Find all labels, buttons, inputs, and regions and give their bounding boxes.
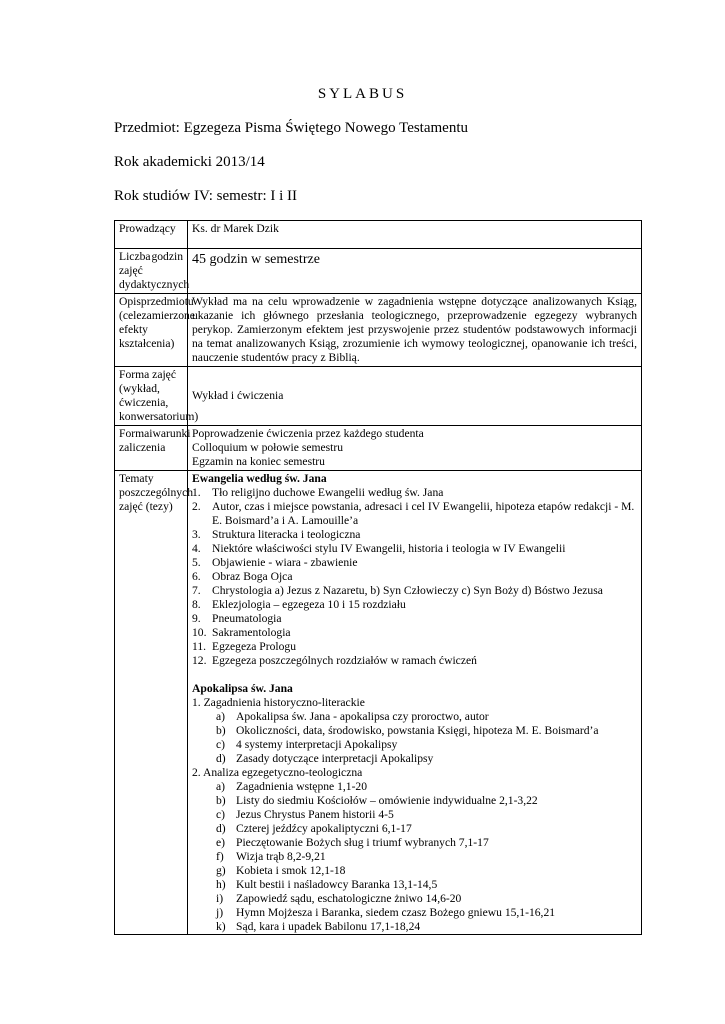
row-hours: [115, 249, 642, 294]
assessment-label: [115, 426, 191, 471]
list-item: [192, 808, 637, 822]
list-item-text: Chrystologia a) Jezus z Nazaretu, b) Syn Człowieczy c) Syn Boży d) Bóstwo Jezusa: [212, 584, 603, 597]
list-item: [192, 878, 637, 892]
apocalypse-part-1-list: [192, 710, 637, 766]
list-item-text: Zapowiedź sądu, eschatologiczne żniwo 14,6-20: [236, 892, 462, 905]
list-item-number: 9.: [192, 612, 201, 625]
list-item-text: Sakramentologia: [212, 626, 291, 639]
form-value-text: Wykład i ćwiczenia: [192, 389, 284, 402]
list-item: [192, 892, 637, 906]
desc-label-w5: efekty kształcenia): [119, 323, 175, 350]
list-item-text: Niektóre właściwości stylu IV Ewangelii, historia i teologia w IV Ewangelii: [212, 542, 566, 555]
list-item: [192, 836, 637, 850]
list-item-text: Objawienie - wiara - zbawienie: [212, 556, 358, 569]
hours-label-word-1: Liczba: [119, 250, 151, 263]
syllabus-table: [114, 220, 642, 935]
list-item-letter: a): [216, 710, 226, 723]
list-item: [192, 612, 637, 626]
list-item-letter: i): [216, 892, 224, 905]
list-item-letter: g): [216, 864, 226, 877]
list-item: [192, 640, 637, 654]
list-item: [192, 500, 637, 528]
list-item-letter: h): [216, 878, 226, 891]
list-item-number: 5.: [192, 556, 201, 569]
list-item-text: Listy do siedmiu Kościołów – omówienie indywidualne 2,1-3,22: [236, 794, 538, 807]
row-lecturer: [115, 221, 642, 249]
assessment-value: [188, 426, 642, 471]
list-item-text: Struktura literacka i teologiczna: [212, 528, 361, 541]
apocalypse-part-2: 2. Analiza egzegetyczno-teologiczna: [192, 766, 363, 779]
list-item: [192, 710, 637, 724]
list-item-number: 6.: [192, 570, 201, 583]
list-item-text: Sąd, kara i upadek Babilonu 17,1-18,24: [236, 920, 421, 933]
assessment-line-3: Egzamin na koniec semestru: [192, 455, 325, 468]
list-item-letter: f): [216, 850, 224, 863]
list-item-text: Kult bestii i naśladowcy Baranka 13,1-14,5: [236, 878, 438, 891]
description-value: Wykład ma na celu wprowadzenie w zagadnienia wstępne dotyczące analizowanych Ksiąg, ukazanie ich głównego przesłania teologicznego, przeprowadzenie egzegezy wybranych perykop. Zamierzonym efektem jest przyswojenie przez studentów podstawowych informacji na temat analizowanych Ksiąg, zrozumienie ich wymowy teologicznej, opanowanie ich treści, nauczenie studentów pracy z Biblią.: [188, 294, 642, 367]
list-item: [192, 752, 637, 766]
list-item: [192, 584, 637, 598]
list-item-text: Tło religijno duchowe Ewangelii według św. Jana: [212, 486, 444, 499]
form-value: [188, 367, 642, 426]
hours-value-text: 45 godzin w semestrze: [192, 252, 320, 267]
apocalypse-part-1: 1. Zagadnienia historyczno-literackie: [192, 696, 365, 709]
list-item: [192, 906, 637, 920]
hours-label-rest: zajęć dydaktycznych: [119, 264, 190, 291]
list-item-text: Eklezjologia – egzegeza 10 i 15 rozdziału: [212, 598, 406, 611]
topics-label: Tematy poszczególnych zajęć (tezy): [115, 471, 188, 935]
list-item-number: 3.: [192, 528, 201, 541]
list-item-text: Zasady dotyczące interpretacji Apokalipsy: [236, 752, 434, 765]
list-item-letter: c): [216, 808, 226, 821]
list-item: [192, 654, 637, 668]
row-form: [115, 367, 642, 426]
list-item-text: Jezus Chrystus Panem historii 4-5: [236, 808, 394, 821]
list-item: [192, 738, 637, 752]
list-item-letter: b): [216, 794, 226, 807]
list-item: [192, 864, 637, 878]
list-item-letter: a): [216, 780, 226, 793]
list-item-text: Pneumatologia: [212, 612, 282, 625]
form-label: Forma zajęć (wykład, ćwiczenia, konwersatorium): [115, 367, 188, 426]
list-item-letter: e): [216, 836, 226, 849]
list-item-text: Egzegeza Prologu: [212, 640, 297, 653]
assess-label-w3: warunki: [152, 427, 191, 440]
list-item-text: Hymn Mojżesza i Baranka, siedem czasz Bożego gniewu 15,1-16,21: [236, 906, 556, 919]
list-item: [192, 598, 637, 612]
list-item-letter: k): [216, 920, 226, 933]
list-item: [192, 626, 637, 640]
list-item: [192, 850, 637, 864]
assessment-line-2: Colloquium w połowie semestru: [192, 441, 344, 454]
list-item-text: 4 systemy interpretacji Apokalipsy: [236, 738, 398, 751]
list-item-text: Autor, czas i miejsce powstania, adresaci i cel IV Ewangelii, hipoteza etapów redakcji - M. E. Boismard’a i A. Lamouille’a: [212, 500, 635, 527]
document-title: SYLABUS: [317, 86, 408, 102]
list-item-letter: j): [216, 906, 224, 919]
list-item: [192, 528, 637, 542]
lecturer-value: Ks. dr Marek Dzik: [188, 221, 642, 249]
assessment-line-1: Poprowadzenie ćwiczenia przez każdego studenta: [192, 427, 424, 440]
list-item: [192, 780, 637, 794]
list-item-text: Wizja trąb 8,2-9,21: [236, 850, 326, 863]
list-item-text: Kobieta i smok 12,1-18: [236, 864, 346, 877]
apocalypse-part-2-list: [192, 780, 637, 934]
desc-label-w2: przedmiotu: [140, 295, 194, 308]
list-item-number: 4.: [192, 542, 201, 555]
list-item-text: Pieczętowanie Bożych sług i triumf wybranych 7,1-17: [236, 836, 489, 849]
list-item-number: 1.: [192, 486, 201, 499]
topics-value: [188, 471, 642, 935]
list-item: [192, 920, 637, 934]
desc-label-w3: (cele: [119, 309, 142, 322]
row-assessment: [115, 426, 642, 471]
list-item: [192, 486, 637, 500]
list-item-text: Zagadnienia wstępne 1,1-20: [236, 780, 368, 793]
row-description: [115, 294, 642, 367]
list-item: [192, 794, 637, 808]
row-topics: [115, 471, 642, 935]
desc-label-w4: zamierzone: [141, 309, 195, 322]
subject-line: Przedmiot: Egzegeza Pisma Świętego Nowego Testamentu: [114, 120, 469, 136]
list-item-letter: d): [216, 752, 226, 765]
list-item-text: Czterej jeźdźcy apokaliptyczni 6,1-17: [236, 822, 412, 835]
list-item-letter: b): [216, 724, 226, 737]
list-item-number: 11.: [192, 640, 207, 653]
list-item-number: 2.: [192, 500, 201, 513]
list-item-number: 8.: [192, 598, 201, 611]
assess-label-w2: i: [149, 427, 153, 440]
list-item: [192, 822, 637, 836]
list-item-text: Obraz Boga Ojca: [212, 570, 293, 583]
academic-year-line: Rok akademicki 2013/14: [114, 154, 265, 170]
list-item-text: Egzegeza poszczególnych rozdziałów w ramach ćwiczeń: [212, 654, 477, 667]
assess-label-rest: zaliczenia: [119, 441, 166, 454]
hours-label: [115, 249, 188, 294]
study-year-line: Rok studiów IV: semestr: I i II: [114, 188, 298, 204]
description-label: [115, 294, 195, 367]
apocalypse-heading: Apokalipsa św. Jana: [192, 682, 293, 695]
list-item-text: Apokalipsa św. Jana - apokalipsa czy proroctwo, autor: [236, 710, 489, 723]
list-item-number: 7.: [192, 584, 201, 597]
list-item: [192, 570, 637, 584]
desc-label-w1: Opis: [119, 295, 141, 308]
list-item-text: Okoliczności, data, środowisko, powstania Księgi, hipoteza M. E. Boismard’a: [236, 724, 599, 737]
hours-value: [188, 249, 642, 294]
list-item-number: 12.: [192, 654, 207, 667]
gospel-heading: Ewangelia według św. Jana: [192, 472, 327, 485]
list-item: [192, 724, 637, 738]
lecturer-label: Prowadzący: [115, 221, 188, 249]
list-item: [192, 542, 637, 556]
list-item-letter: c): [216, 738, 226, 751]
list-item-number: 10.: [192, 626, 207, 639]
list-item-letter: d): [216, 822, 226, 835]
assess-label-w1: Forma: [119, 427, 150, 440]
hours-label-word-2: godzin: [151, 250, 183, 263]
list-item: [192, 556, 637, 570]
gospel-topic-list: [192, 486, 637, 668]
